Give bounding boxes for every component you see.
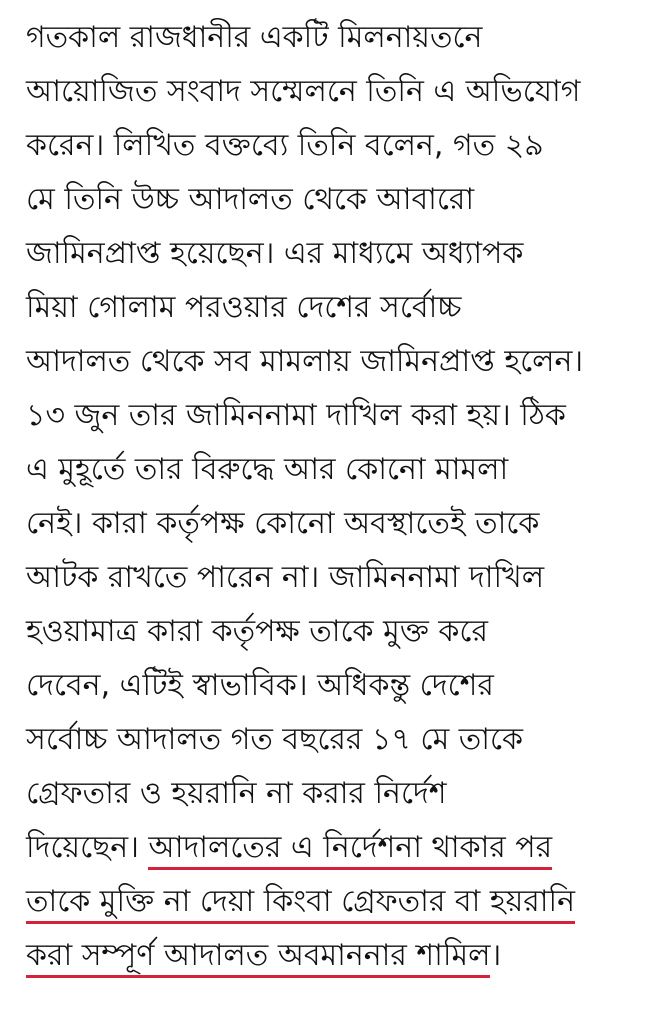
- article-line-14: সর্বোচ্চ আদালত গত বছরের ১৭ মে তাকে: [26, 722, 524, 757]
- article-line-9: এ মুহূর্তে তার বিরুদ্ধে আর কোনো মামলা: [26, 452, 509, 487]
- article-line-4: মে তিনি উচ্চ আদালত থেকে আবারো: [26, 182, 475, 217]
- highlighted-text-1: আদালতের এ নির্দেশনা থাকার পর: [148, 830, 552, 870]
- article-line-10: নেই। কারা কর্তৃপক্ষ কোনো অবস্থাতেই তাকে: [26, 506, 540, 541]
- article-line-15: গ্রেফতার ও হয়রানি না করার নির্দেশ: [26, 776, 447, 811]
- article-line-12: হওয়ামাত্র কারা কর্তৃপক্ষ তাকে মুক্ত করে: [26, 614, 488, 649]
- article-line-16-plain: দিয়েছেন।: [26, 830, 149, 865]
- article-line-3: করেন। লিখিত বক্তব্যে তিনি বলেন, গত ২৯: [26, 128, 544, 163]
- article-line-5: জামিনপ্রাপ্ত হয়েছেন। এর মাধ্যমে অধ্যাপক: [26, 236, 524, 271]
- article-line-13: দেবেন, এটিই স্বাভাবিক। অধিকন্তু দেশের: [26, 668, 494, 703]
- article-line-18-end: ।: [490, 938, 502, 973]
- article-line-16: [26, 830, 552, 870]
- article-line-11: আটক রাখতে পারেন না। জামিননামা দাখিল: [26, 560, 545, 595]
- article-line-6: মিয়া গোলাম পরওয়ার দেশের সর্বোচ্চ: [26, 290, 462, 325]
- highlighted-text-3: করা সম্পূর্ণ আদালত অবমাননার শামিল: [26, 938, 490, 978]
- article-line-2: আয়োজিত সংবাদ সম্মেলনে তিনি এ অভিযোগ: [26, 74, 581, 109]
- article-line-8: ১৩ জুন তার জামিননামা দাখিল করা হয়। ঠিক: [26, 398, 566, 433]
- article-line-7: আদালত থেকে সব মামলায় জামিনপ্রাপ্ত হলেন।: [26, 344, 584, 379]
- article-line-17: [26, 884, 575, 924]
- highlighted-text-2: তাকে মুক্তি না দেয়া কিংবা গ্রেফতার বা হয়রানি: [26, 884, 575, 924]
- article-line-18: [26, 938, 501, 978]
- article-line-1: গতকাল রাজধানীর একটি মিলনায়তনে: [26, 20, 483, 55]
